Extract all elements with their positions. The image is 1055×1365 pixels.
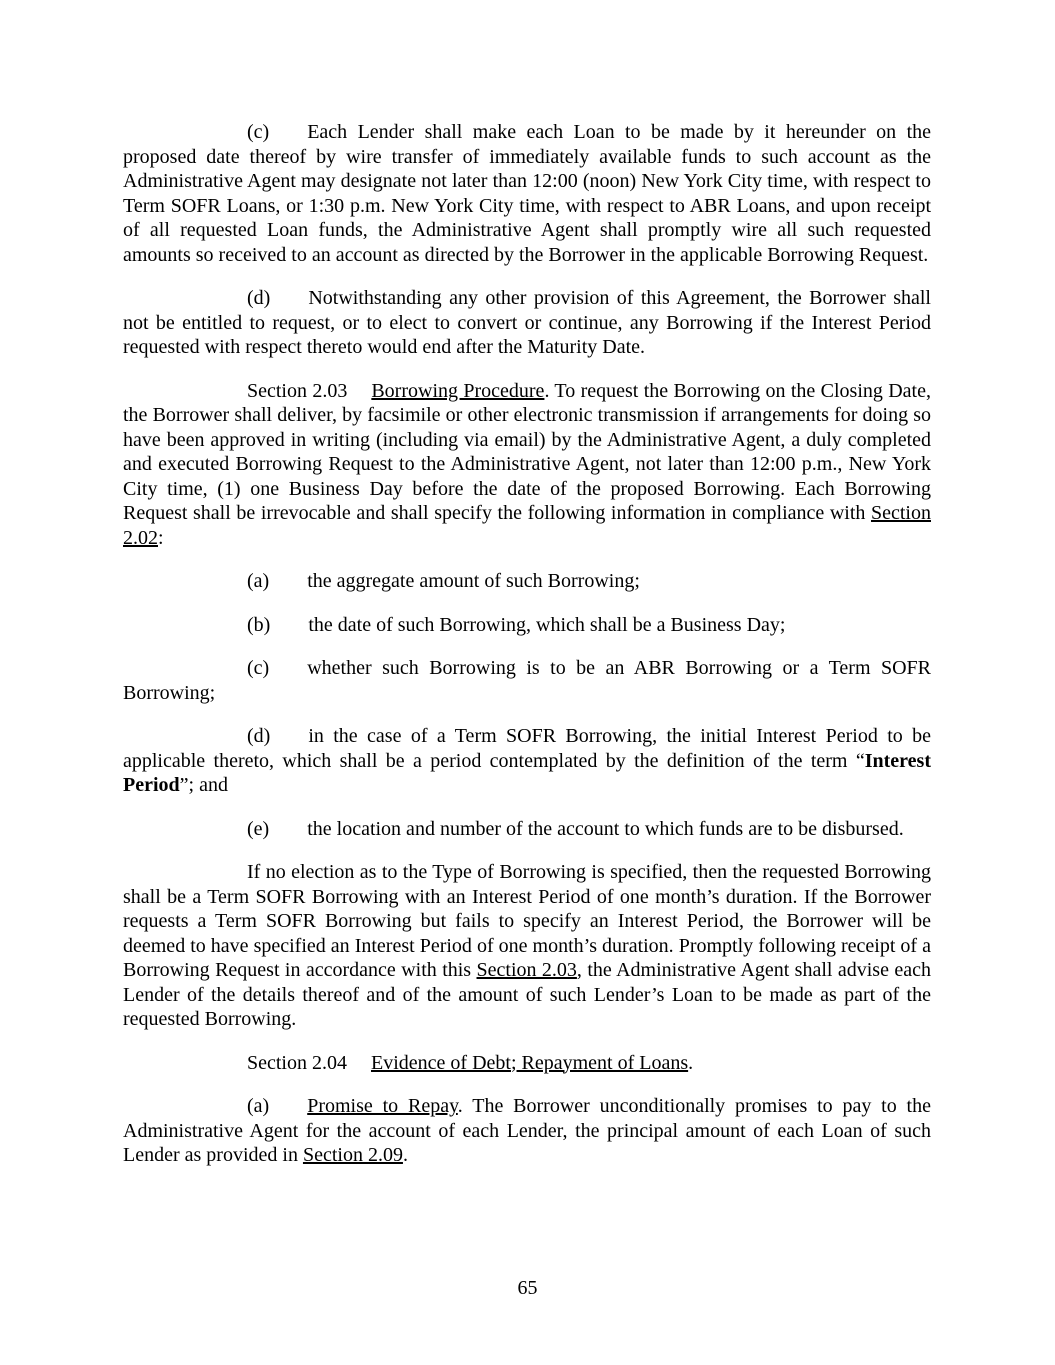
clause-label: (d): [247, 287, 271, 309]
paragraph-text: If no election as to the Type of Borrowing is specified, then the requested Borrowing shall be a Term SOFR Borrowing with an Interest Period of one month’s duration. If the Borrower requests a Term SOFR Borrowing but fails to specify an Interest Period, the Borrower will be deemed to have specified an Interest Period of one month’s duration. Promptly following receipt of a Borrowing Request in accordance with this: [123, 861, 931, 981]
section-ref: Section 2.02: [123, 502, 931, 549]
section-text-tail: :: [158, 526, 164, 549]
clause-label: (c): [247, 657, 270, 679]
list-item-b: [123, 613, 931, 638]
section-number: Section 2.04: [247, 1051, 347, 1074]
section-ref: Section 2.09: [302, 1144, 403, 1166]
section-text: . To request the Borrowing on the Closing Date, the Borrower shall deliver, by facsimile or other electronic transmission if arrangements for doing so have been approved in writing (including via email) by the Administrative Agent, a duly completed and executed Borrowing Request to the Administrative Agent, not later than 12:00 p.m., New York City time, (1) one Business Day before the date of the proposed Borrowing. Each Borrowing Request shall be irrevocable and shall specify the following information in compliance with: [123, 379, 931, 524]
clause-text: the location and number of the account to which funds are to be disbursed.: [307, 817, 904, 840]
paragraph-clause-d: [123, 286, 931, 360]
paragraph-text-tail: , the Administrative Agent shall advise each Lender of the details thereof and of the amount of such Lender’s Loan to be made as part of the requested Borrowing.: [123, 959, 931, 1030]
clause-text: Each Lender shall make each Loan to be made by it hereunder on the proposed date thereof by wire transfer of immediately available funds to such account as the Administrative Agent may designate not later than 12:00 (noon) New York City time, with respect to Term SOFR Loans, or 1:30 p.m. New York City time, with respect to ABR Loans, and upon receipt of all requested Loan funds, the Administrative Agent shall promptly wire all such requested amounts so received to an account as directed by the Borrower in the applicable Borrowing Request.: [123, 121, 931, 266]
clause-text-tail: ”; and: [179, 774, 228, 796]
section-title: Borrowing Procedure: [371, 379, 545, 402]
defined-term: Interest Period: [123, 749, 931, 796]
paragraph-promise-to-repay: [123, 1094, 931, 1168]
paragraph-election: [123, 860, 931, 1032]
section-2-04-heading: [123, 1051, 931, 1076]
paragraph-clause-c: [123, 120, 931, 267]
clause-text-tail: .: [402, 1144, 408, 1166]
clause-label: (e): [247, 817, 270, 840]
clause-label: (a): [247, 1095, 270, 1117]
section-title: Evidence of Debt; Repayment of Loans: [371, 1051, 689, 1074]
clause-text: . The Borrower unconditionally promises to pay to the Administrative Agent for the account of each Lender, the principal amount of each Loan of such Lender as provided in: [123, 1095, 931, 1166]
list-item-a: [123, 569, 931, 594]
clause-text: whether such Borrowing is to be an ABR Borrowing or a Term SOFR Borrowing;: [123, 657, 931, 704]
clause-text: Notwithstanding any other provision of this Agreement, the Borrower shall not be entitled to request, or to elect to convert or continue, any Borrowing if the Interest Period requested with respect thereto would end after the Maturity Date.: [123, 287, 931, 358]
section-title-tail: .: [688, 1051, 694, 1074]
list-item-c: [123, 656, 931, 705]
document-body: [123, 120, 931, 1168]
page-number: 65: [517, 1277, 538, 1299]
list-item-e: [123, 817, 931, 842]
section-2-03-paragraph: [123, 379, 931, 551]
clause-text: the date of such Borrowing, which shall be a Business Day;: [308, 613, 786, 636]
section-ref: Section 2.03: [476, 959, 577, 981]
clause-text: in the case of a Term SOFR Borrowing, the initial Interest Period to be applicable thereto, which shall be a period contemplated by the definition of the term “: [123, 725, 931, 772]
clause-text: the aggregate amount of such Borrowing;: [307, 570, 640, 592]
clause-title: Promise to Repay: [307, 1095, 458, 1117]
clause-label: (b): [247, 613, 271, 636]
clause-label: (d): [247, 725, 271, 747]
section-number: Section 2.03: [247, 379, 348, 402]
clause-label: (c): [247, 121, 270, 143]
clause-label: (a): [247, 570, 270, 592]
list-item-d: [123, 724, 931, 798]
